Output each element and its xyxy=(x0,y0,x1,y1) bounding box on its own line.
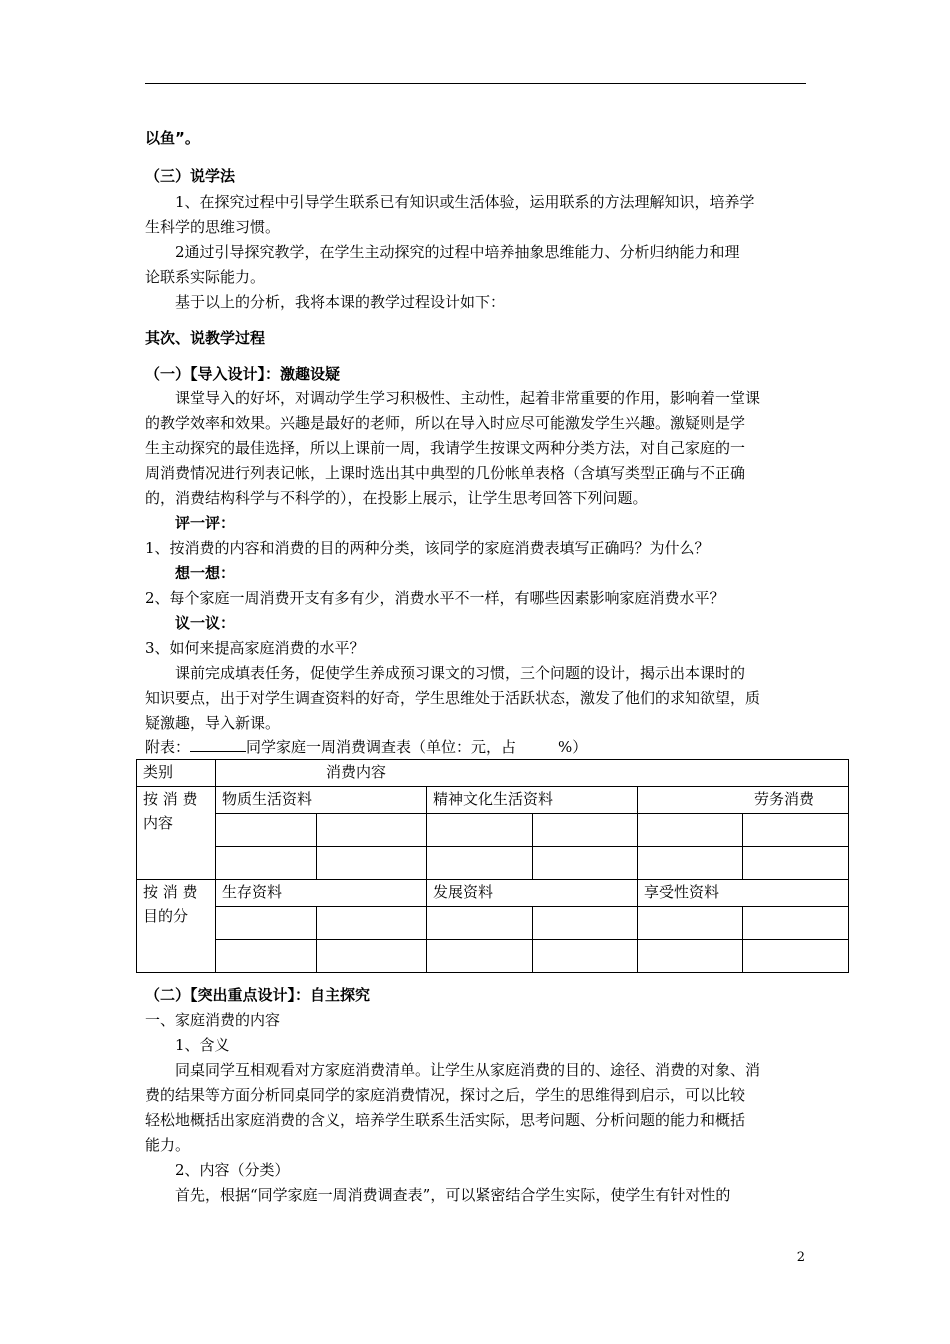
subheading: 想一想： xyxy=(175,564,236,582)
section-heading: （二）【突出重点设计】：自主探究 xyxy=(145,986,371,1004)
table-cell xyxy=(427,814,533,847)
text-line: 一、家庭消费的内容 xyxy=(145,1011,281,1029)
consumption-survey-table xyxy=(136,759,849,973)
blank-underline xyxy=(190,737,246,752)
text-line: 课堂导入的好坏，对调动学生学习积极性、主动性，起着非常重要的作用，影响着一堂课 xyxy=(175,389,761,407)
section-heading: 其次、说教学过程 xyxy=(145,329,266,347)
table-cell xyxy=(638,940,743,973)
row-label-content: 按 消 费 内容 xyxy=(137,787,216,880)
section-heading: （一）【导入设计】：激趣设疑 xyxy=(145,365,341,383)
text-line: 2、内容（分类） xyxy=(175,1161,290,1179)
table-cell xyxy=(533,940,638,973)
text-line: 生主动探究的最佳选择，所以上课前一周，我请学生按课文两种分类方法，对自己家庭的一 xyxy=(145,439,746,457)
table-header-category: 类别 xyxy=(137,760,216,787)
table-cell xyxy=(317,814,427,847)
text-line: 3、如何来提高家庭消费的水平？ xyxy=(145,639,365,657)
text-line: 知识要点，出于对学生调查资料的好奇，学生思维处于活跃状态，激发了他们的求知欲望，质 xyxy=(145,689,761,707)
table-cell xyxy=(427,907,533,940)
text-line: 的教学效率和效果。兴趣是最好的老师，所以在导入时应尽可能激发学生兴趣。激疑则是学 xyxy=(145,414,746,432)
text-line: 首先，根据“同学家庭一周消费调查表”，可以紧密结合学生实际，使学生有针对性的 xyxy=(175,1186,731,1204)
text-line: 论联系实际能力。 xyxy=(145,268,266,286)
table-cell xyxy=(216,907,317,940)
table-cell xyxy=(743,847,849,880)
text-line: 基于以上的分析，我将本课的教学过程设计如下： xyxy=(175,293,506,311)
appendix-caption: 附表： 同学家庭一周消费调查表（单位：元，占 %） xyxy=(145,738,588,756)
text-line: 2通过引导探究教学，在学生主动探究的过程中培养抽象思维能力、分析归纳能力和理 xyxy=(175,243,740,261)
table-cell xyxy=(216,814,317,847)
col-survival: 生存资料 xyxy=(216,880,427,907)
text-line: 的，消费结构科学与不科学的），在投影上展示，让学生思考回答下列问题。 xyxy=(145,489,648,507)
subheading: 评一评： xyxy=(175,514,236,532)
text-line: 轻松地概括出家庭消费的含义，培养学生联系生活实际，思考问题、分析问题的能力和概括 xyxy=(145,1111,746,1129)
header-rule xyxy=(145,83,806,84)
table-cell xyxy=(317,907,427,940)
table-cell xyxy=(638,907,743,940)
table-cell xyxy=(533,814,638,847)
table-cell xyxy=(638,814,743,847)
text-line: 2、每个家庭一周消费开支有多有少，消费水平不一样，有哪些因素影响家庭消费水平？ xyxy=(145,589,725,607)
table-cell xyxy=(743,940,849,973)
subheading: 议一议： xyxy=(175,614,236,632)
text-line: 1、按消费的内容和消费的目的两种分类，该同学的家庭消费表填写正确吗？为什么？ xyxy=(145,539,710,557)
table-cell xyxy=(533,907,638,940)
table-cell xyxy=(216,847,317,880)
page-number: 2 xyxy=(796,1250,805,1265)
section-heading: （三）说学法 xyxy=(145,167,236,185)
text-line: 生科学的思维习惯。 xyxy=(145,218,281,236)
table-cell xyxy=(317,940,427,973)
table-cell xyxy=(427,847,533,880)
text-line: 课前完成填表任务，促使学生养成预习课文的习惯，三个问题的设计，揭示出本课时的 xyxy=(175,664,746,682)
col-enjoyment: 享受性资料 xyxy=(638,880,849,907)
table-cell xyxy=(216,940,317,973)
table-header-content: 消费内容 xyxy=(216,760,849,787)
row-label-purpose: 按 消 费 目的分 xyxy=(137,880,216,973)
text-line: 1、含义 xyxy=(175,1036,230,1054)
text-line: 1、在探究过程中引导学生联系已有知识或生活体验，运用联系的方法理解知识，培养学 xyxy=(175,193,755,211)
col-development: 发展资料 xyxy=(427,880,638,907)
text-line: 费的结果等方面分析同桌同学的家庭消费情况，探讨之后，学生的思维得到启示，可以比较 xyxy=(145,1086,746,1104)
col-spiritual: 精神文化生活资料 xyxy=(427,787,638,814)
text-line: 周消费情况进行列表记帐，上课时选出其中典型的几份帐单表格（含填写类型正确与不正确 xyxy=(145,464,746,482)
col-service: 劳务消费 xyxy=(638,787,849,814)
table-cell xyxy=(638,847,743,880)
table-cell xyxy=(533,847,638,880)
text-line: 同桌同学互相观看对方家庭消费清单。让学生从家庭消费的目的、途径、消费的对象、消 xyxy=(175,1061,761,1079)
text-line: 以鱼”。 xyxy=(145,129,200,147)
table-cell xyxy=(743,814,849,847)
table-cell xyxy=(317,847,427,880)
text-line: 疑激趣，导入新课。 xyxy=(145,714,281,732)
col-material: 物质生活资料 xyxy=(216,787,427,814)
table-cell xyxy=(427,940,533,973)
table-cell xyxy=(743,907,849,940)
text-line: 能力。 xyxy=(145,1136,191,1154)
